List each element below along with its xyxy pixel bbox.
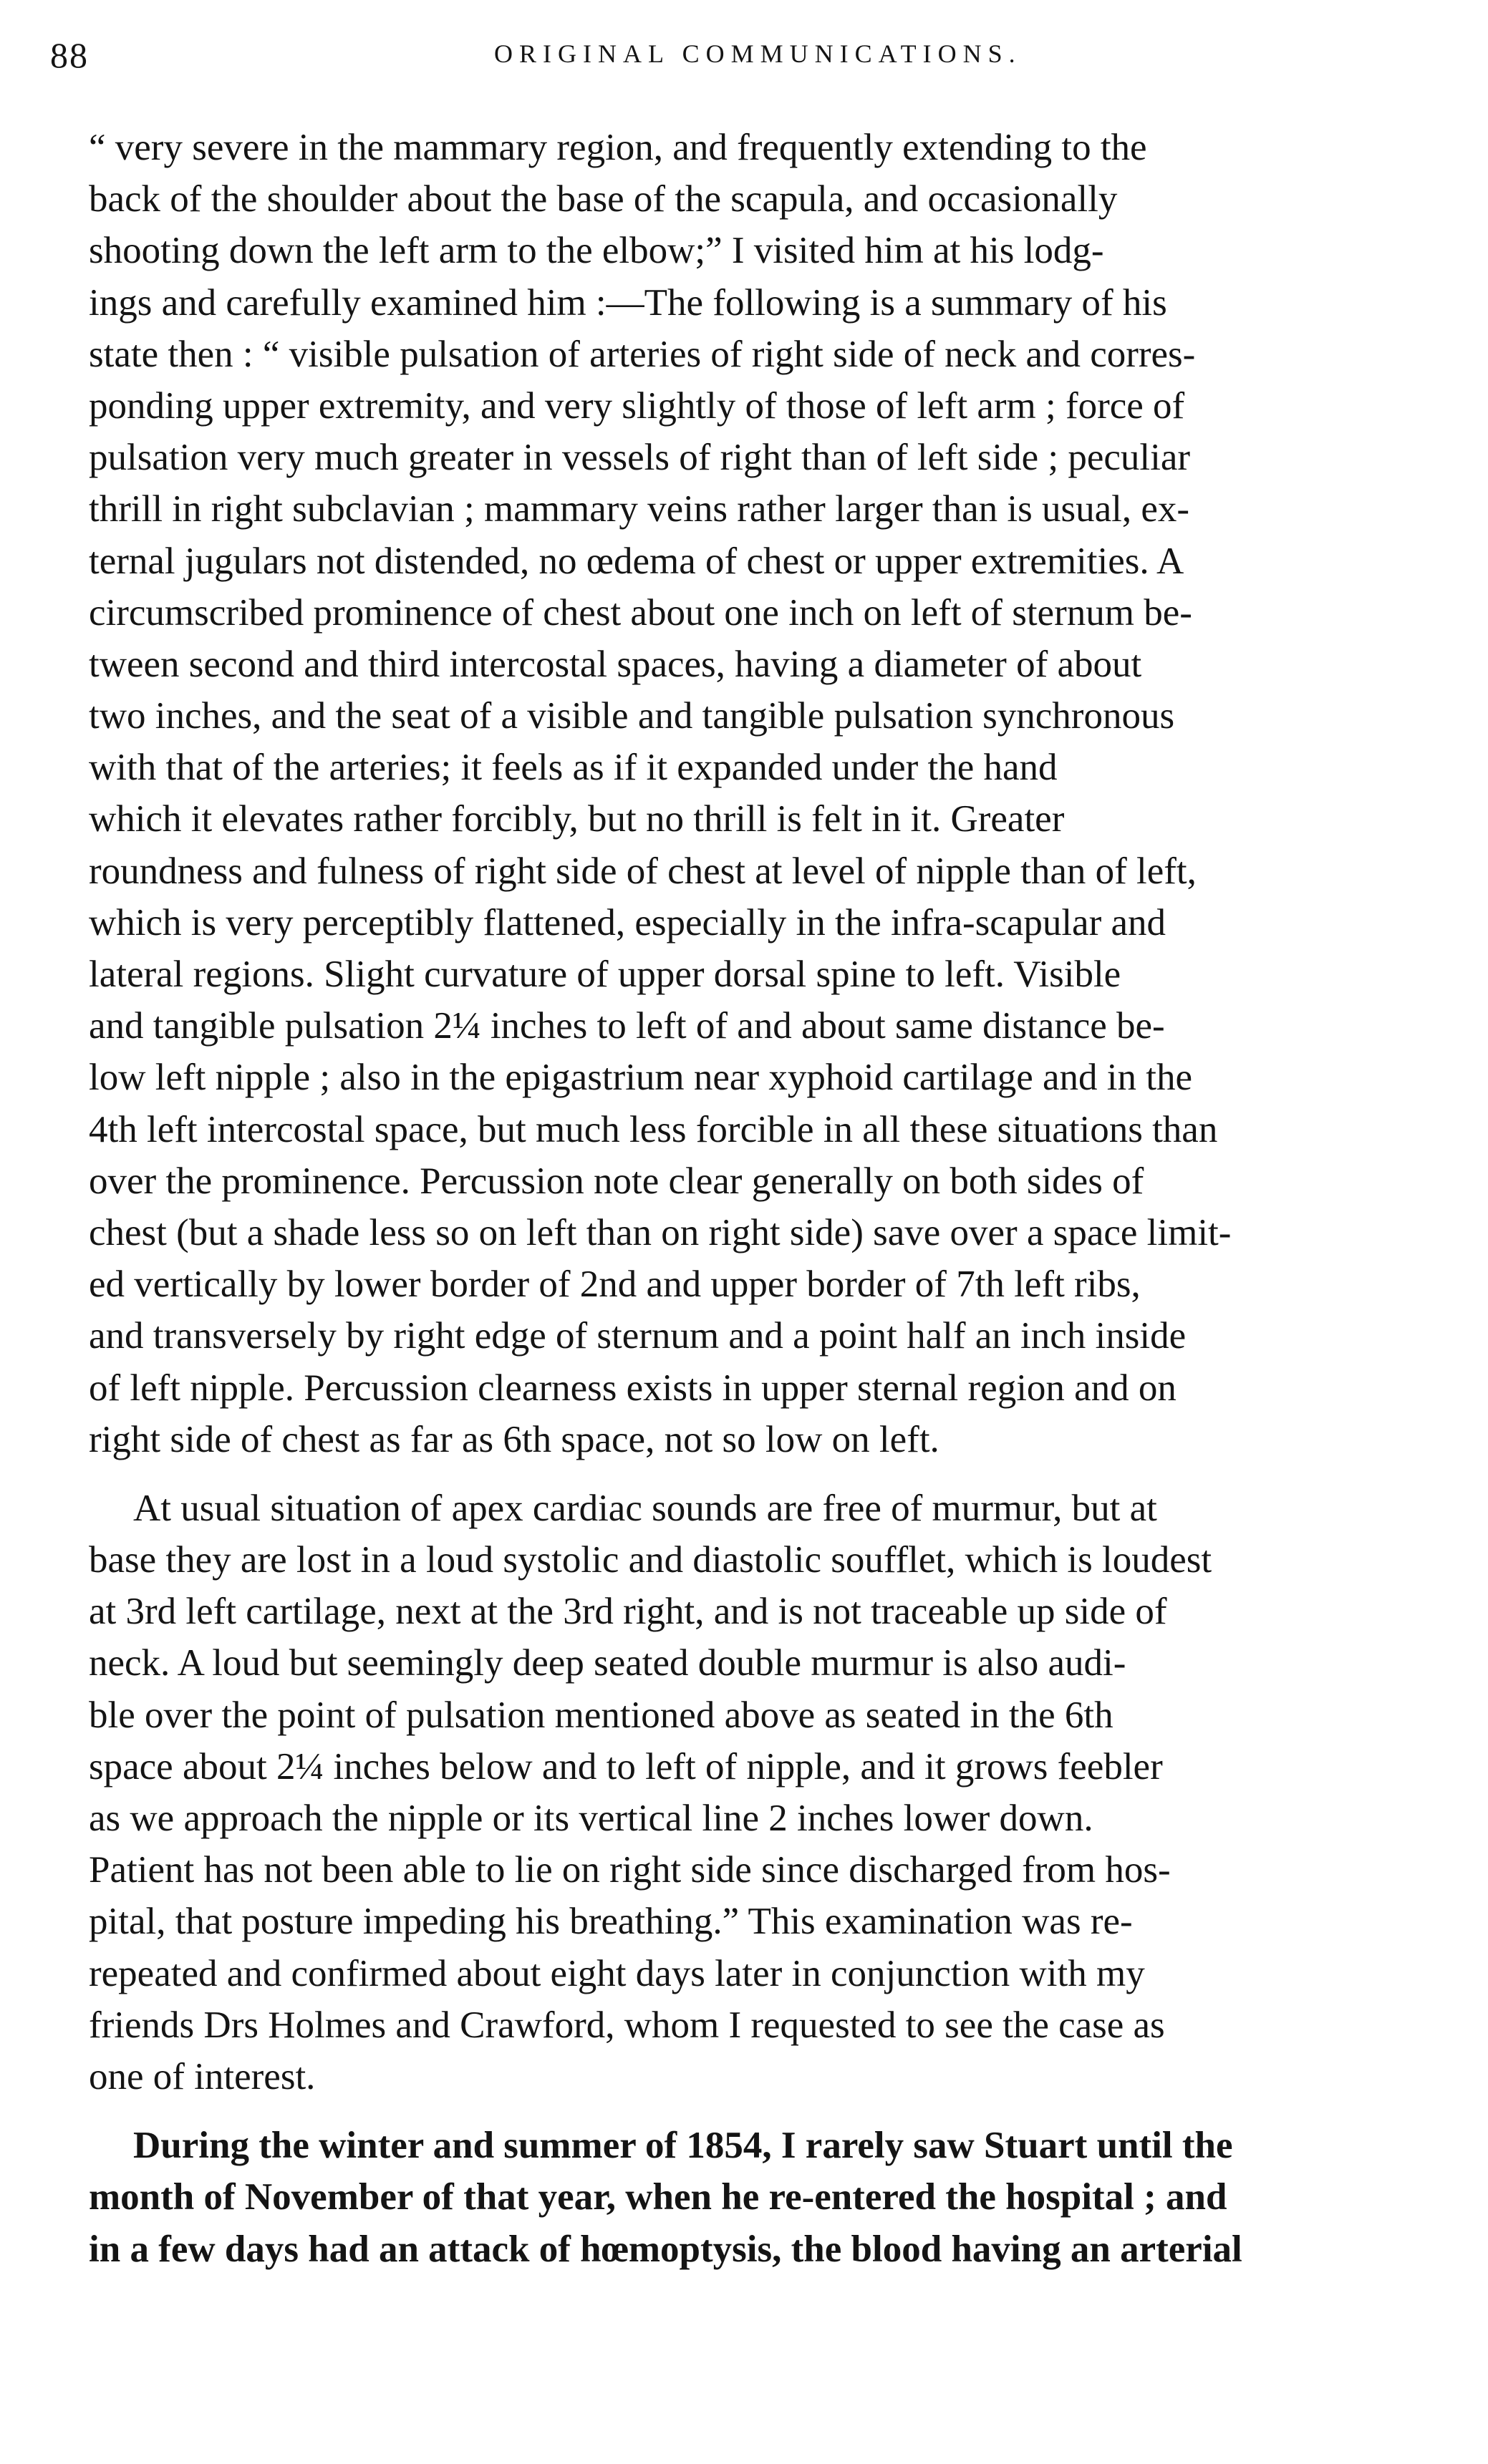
paragraph-auscultation xyxy=(89,1483,1449,2102)
text-line: ings and carefully examined him :—The following is a summary of his xyxy=(89,281,1167,324)
text-line: at 3rd left cartilage, next at the 3rd right, and is not traceable up side of xyxy=(89,1591,1167,1633)
text-line: one of interest. xyxy=(89,2055,316,2097)
page-header xyxy=(50,34,1475,84)
text-line: two inches, and the seat of a visible and tangible pulsation synchronous xyxy=(89,695,1175,737)
text-line: pulsation very much greater in vessels of right than of left side ; peculiar xyxy=(89,437,1191,479)
text-line: with that of the arteries; it feels as if it expanded under the hand xyxy=(89,747,1058,789)
paragraph-followup xyxy=(89,2120,1449,2275)
body-text xyxy=(89,122,1449,2275)
running-head: ORIGINAL COMMUNICATIONS. xyxy=(494,39,1022,68)
text-line: of left nipple. Percussion clearness exists in upper sternal region and on xyxy=(89,1367,1177,1409)
paragraph-case-summary xyxy=(89,122,1449,1465)
text-line: circumscribed prominence of chest about one inch on left of sternum be- xyxy=(89,591,1192,634)
text-line: repeated and confirmed about eight days later in conjunction with my xyxy=(89,1952,1145,1994)
text-line: friends Drs Holmes and Crawford, whom I requested to see the case as xyxy=(89,2004,1165,2046)
text-line: which it elevates rather forcibly, but no thrill is felt in it. Greater xyxy=(89,798,1065,840)
text-line: which is very perceptibly flattened, especially in the infra-scapular and xyxy=(89,901,1166,944)
paragraph-gap xyxy=(89,2102,1449,2120)
text-line: pital, that posture impeding his breathing.” This examination was re- xyxy=(89,1901,1133,1943)
text-line: month of November of that year, when he re-entered the hospital ; and xyxy=(89,2176,1227,2218)
text-line: roundness and fulness of right side of chest at level of nipple than of left, xyxy=(89,850,1197,892)
paragraph-gap xyxy=(89,1465,1449,1483)
text-line: base they are lost in a loud systolic and diastolic soufflet, which is loudest xyxy=(89,1539,1212,1581)
text-line: and tangible pulsation 2¼ inches to left of and about same distance be- xyxy=(89,1005,1165,1047)
text-line: as we approach the nipple or its vertical line 2 inches lower down. xyxy=(89,1798,1093,1839)
text-line: shooting down the left arm to the elbow;” I visited him at his lodg- xyxy=(89,230,1104,272)
text-line: over the prominence. Percussion note clear generally on both sides of xyxy=(89,1160,1144,1202)
text-line: chest (but a shade less so on left than on right side) save over a space limit- xyxy=(89,1211,1232,1253)
text-line: back of the shoulder about the base of the scapula, and occasionally xyxy=(89,178,1118,220)
text-line: tween second and third intercostal spaces, having a diameter of about xyxy=(89,643,1142,685)
text-line: ponding upper extremity, and very slightly of those of left arm ; force of xyxy=(89,384,1185,427)
text-line: state then : “ visible pulsation of arteries of right side of neck and corres- xyxy=(89,333,1196,375)
text-line: Patient has not been able to lie on right side since discharged from hos- xyxy=(89,1849,1171,1891)
text-line: ed vertically by lower border of 2nd and upper border of 7th left ribs, xyxy=(89,1263,1141,1306)
text-line: At usual situation of apex cardiac sounds are free of murmur, but at xyxy=(133,1487,1157,1529)
text-line: During the winter and summer of 1854, I rarely saw Stuart until the xyxy=(133,2125,1233,2167)
page-number: 88 xyxy=(50,35,89,75)
text-line: space about 2¼ inches below and to left of nipple, and it grows feebler xyxy=(89,1745,1163,1788)
text-line: 4th left intercostal space, but much less forcible in all these situations than xyxy=(89,1108,1218,1150)
text-line: and transversely by right edge of sternum and a point half an inch inside xyxy=(89,1315,1187,1357)
text-line: in a few days had an attack of hœmoptysis, the blood having an arterial xyxy=(89,2228,1242,2270)
text-line: low left nipple ; also in the epigastrium near xyphoid cartilage and in the xyxy=(89,1057,1192,1099)
text-line: ble over the point of pulsation mentioned above as seated in the 6th xyxy=(89,1694,1113,1736)
text-line: “ very severe in the mammary region, and frequently extending to the xyxy=(89,127,1147,168)
text-line: ternal jugulars not distended, no œdema of chest or upper extremities. A xyxy=(89,540,1184,582)
text-line: thrill in right subclavian ; mammary veins rather larger than is usual, ex- xyxy=(89,488,1190,530)
text-line: lateral regions. Slight curvature of upper dorsal spine to left. Visible xyxy=(89,954,1121,995)
text-line: right side of chest as far as 6th space, not so low on left. xyxy=(89,1418,939,1460)
text-line: neck. A loud but seemingly deep seated double murmur is also audi- xyxy=(89,1642,1126,1684)
